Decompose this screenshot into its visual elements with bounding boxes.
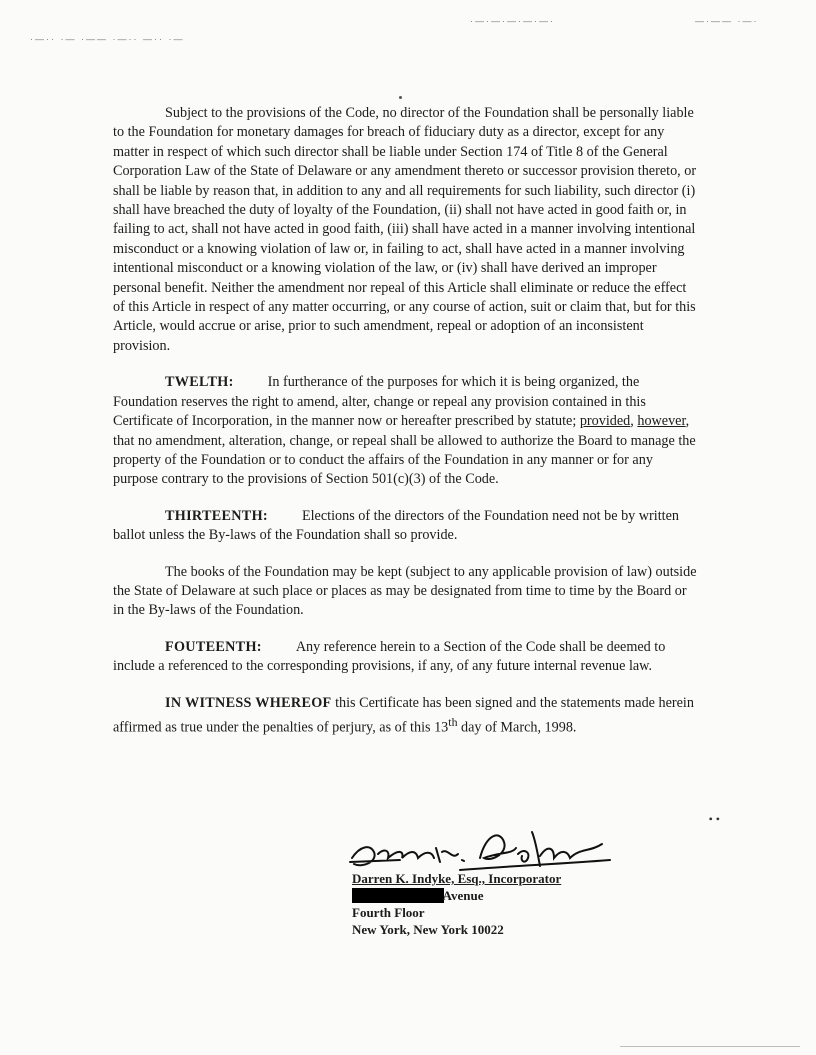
however-underlined: however: [637, 413, 686, 430]
scan-header-artifact-left: ·—·· ·— ·—— ·—·· —·· ·—: [30, 36, 185, 42]
twelfth-comma: ,: [630, 413, 634, 430]
redaction-block: [352, 888, 444, 903]
witness-text-part-b: day of March, 1998.: [461, 719, 577, 736]
thirteenth-text: Elections of the directors of the Foundation need not be by written ballot unless the By-laws of the Foundation shall so provide.: [113, 507, 679, 544]
liability-paragraph: Subject to the provisions of the Code, no director of the Foundation shall be personally liable to the Foundation for monetary damages for breach of fiduciary duty as a director, except for any matter in respect of which such director shall be liable under Section 174 of Title 8 of the General Corporation Law of the State of Delaware or any amendment thereto or successor provision thereto, or shall be liable by reason that, in addition to any and all requirements for such liability, such director (i) shall have breached the duty of loyalty of the Foundation, (ii) shall not have acted in good faith or, in failing to act, shall not have acted in good faith, (iii) shall have acted in a manner involving intentional misconduct or a knowing violation of law or, in failing to act, shall have acted in a manner involving intentional misconduct or a knowing violation of the law, or (iv) shall have derived an improper personal benefit. Neither the amendment nor repeal of this Article shall eliminate or reduce the effect of this Article in respect of any matter occurring, or any course of action, suit or claim that, but for this Article, would accrue or arise, prior to such amendment, repeal or adoption of an inconsistent provision.: [113, 105, 697, 354]
street-suffix: Avenue: [442, 888, 484, 903]
signer-name-line: Darren K. Indyke, Esq., Incorporator: [352, 871, 562, 886]
certificate-body: [113, 104, 697, 755]
books-paragraph: The books of the Foundation may be kept (subject to any applicable provision of law) outside the State of Delaware at such place or places as may be designated from time to time by the Board or in the By-laws of the Foundation.: [113, 563, 697, 619]
scan-header-artifact-right: —·—— ·—·: [695, 18, 759, 24]
thirteenth-article-paragraph: [113, 507, 697, 546]
fourteenth-text: Any reference herein to a Section of the Code shall be deemed to include a referenced to the corresponding provisions, if any, of any future internal revenue law.: [113, 638, 666, 675]
twelfth-article-paragraph: [113, 373, 697, 489]
scan-header-artifact-middle: ·—·—·—·—·—·: [470, 18, 555, 24]
witness-heading: IN WITNESS WHEREOF: [165, 694, 332, 711]
twelfth-text-part-b: , that no amendment, alteration, change, or repeal shall be allowed to authorize the Board to manage the property of the Foundation or to conduct the affairs of the Foundation in any manner or for any purpose contrary to the provisions of Section 501(c)(3) of the Code.: [113, 413, 696, 488]
provided-underlined: provided: [579, 413, 631, 430]
thirteenth-heading: THIRTEENTH:: [165, 507, 268, 524]
handwritten-signature: [340, 818, 620, 878]
fourteenth-article-paragraph: [113, 638, 697, 677]
street-address-line: [352, 887, 652, 904]
witness-paragraph: [113, 694, 697, 739]
date-ordinal-suffix: th: [448, 714, 458, 729]
fourteenth-heading: FOUTEENTH:: [165, 638, 262, 655]
witness-text-part-a: this Certificate has been signed and the statements made herein affirmed as true under the penalties of perjury, as of this 13: [113, 694, 694, 736]
scan-bottom-edge-line: [620, 1046, 800, 1047]
stray-scan-dot: [399, 96, 402, 99]
edge-scan-dots: • •: [708, 812, 720, 826]
city-line: New York, New York 10022: [352, 922, 504, 937]
signature-address-block: [352, 870, 652, 938]
floor-line: Fourth Floor: [352, 905, 425, 920]
twelfth-text-part-a: In furtherance of the purposes for which it is being organized, the Foundation reserves the right to amend, alter, change or repeal any provision contained in this Certificate of Incorporation, in the manner now or hereafter prescribed by statute;: [113, 374, 646, 430]
twelfth-heading: TWELTH:: [165, 374, 234, 391]
